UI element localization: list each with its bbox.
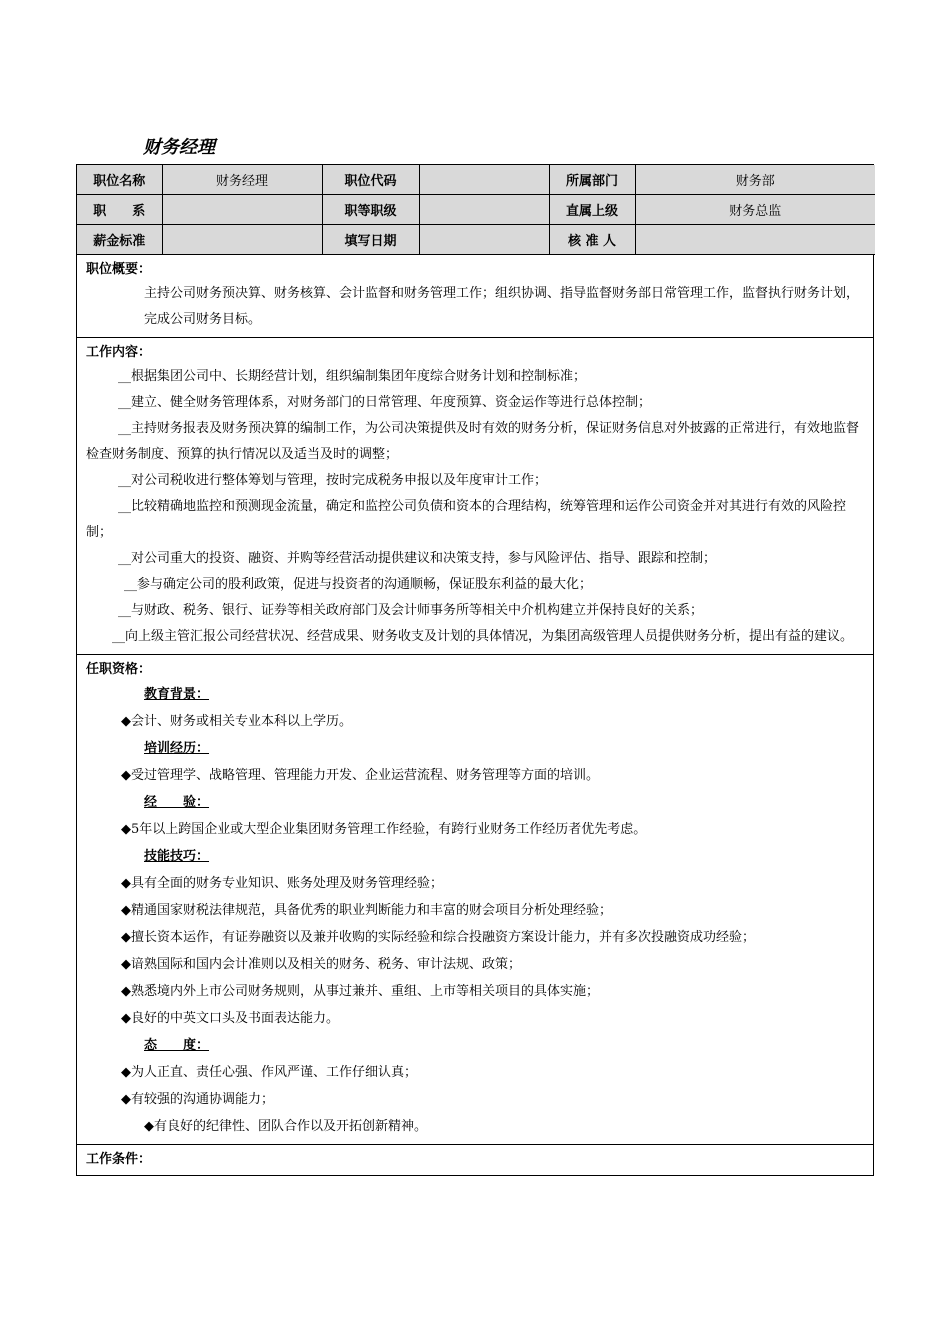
attitude-item: ◆有较强的沟通协调能力；: [121, 1092, 274, 1107]
value-job-family: [162, 195, 322, 225]
conditions-heading: 工作条件：: [86, 1152, 152, 1167]
label-salary: 薪金标准: [77, 225, 162, 255]
skill-item: ◆谙熟国际和国内会计准则以及相关的财务、税务、审计法规、政策；: [121, 957, 521, 972]
skills-subheading: 技能技巧：: [144, 849, 210, 864]
duty-item: __建立、健全财务管理体系，对财务部门的日常管理、年度预算、资金运作等进行总体控制；: [118, 395, 652, 410]
overview-heading: 职位概要：: [86, 262, 152, 277]
duty-item: __根据集团公司中、长期经营计划，组织编制集团年度综合财务计划和控制标准；: [118, 369, 587, 384]
overview-text: 主持公司财务预决算、财务核算、会计监督和财务管理工作；组织协调、指导监督财务部日常管理工作，监督执行财务计划，完成公司财务目标。: [144, 286, 860, 327]
label-position-code: 职位代码: [322, 165, 419, 195]
training-item: ◆受过管理学、战略管理、管理能力开发、企业运营流程、财务管理等方面的培训。: [121, 768, 599, 783]
attitude-item: ◆为人正直、责任心强、作风严谨、工作仔细认真；: [121, 1065, 417, 1080]
header-row-3: [77, 225, 875, 255]
skill-item: ◆良好的中英文口头及书面表达能力。: [121, 1011, 339, 1026]
skill-item: ◆擅长资本运作，有证券融资以及兼并收购的实际经验和综合投融资方案设计能力，并有多次投融资成功经验；: [121, 930, 755, 945]
duty-item: __参与确定公司的股利政策，促进与投资者的沟通顺畅，保证股东利益的最大化；: [124, 577, 593, 592]
attitude-item: ◆有良好的纪律性、团队合作以及开拓创新精神。: [144, 1119, 427, 1134]
skill-item: ◆熟悉境内外上市公司财务规则，从事过兼并、重组、上市等相关项目的具体实施；: [121, 984, 599, 999]
qualifications-heading: 任职资格：: [86, 662, 152, 677]
attitude-subheading: 态 度：: [144, 1038, 210, 1053]
header-table: [77, 165, 875, 255]
label-department: 所属部门: [549, 165, 635, 195]
qualifications-section: [77, 654, 873, 1144]
duty-item: __比较精确地监控和预测现金流量，确定和监控公司负债和资本的合理结构，统筹管理和运作公司资金并对其进行有效的风险控制；: [86, 499, 847, 540]
value-fill-date: [419, 225, 549, 255]
duty-item: __对公司税收进行整体筹划与管理，按时完成税务申报以及年度审计工作；: [118, 473, 548, 488]
education-item: ◆会计、财务或相关专业本科以上学历。: [121, 714, 352, 729]
header-row-1: [77, 165, 875, 195]
duty-item: __与财政、税务、银行、证券等相关政府部门及会计师事务所等相关中介机构建立并保持良好的关系；: [118, 603, 704, 618]
duties-section: [77, 337, 873, 654]
value-position-name: 财务经理: [162, 165, 322, 195]
value-department: 财务部: [635, 165, 875, 195]
education-subheading: 教育背景：: [144, 687, 210, 702]
label-grade: 职等职级: [322, 195, 419, 225]
overview-section: [77, 255, 873, 337]
value-salary: [162, 225, 322, 255]
document-title: 财务经理: [143, 137, 215, 158]
value-approver: [635, 225, 875, 255]
value-position-code: [419, 165, 549, 195]
value-supervisor: 财务总监: [635, 195, 875, 225]
experience-subheading: 经 验：: [144, 795, 210, 810]
conditions-section: [77, 1144, 873, 1175]
value-grade: [419, 195, 549, 225]
job-description-form: [76, 164, 874, 1176]
label-fill-date: 填写日期: [322, 225, 419, 255]
duty-item: __对公司重大的投资、融资、并购等经营活动提供建议和决策支持，参与风险评估、指导、跟踪和控制；: [118, 551, 717, 566]
header-row-2: [77, 195, 875, 225]
duty-item: __向上级主管汇报公司经营状况、经营成果、财务收支及计划的具体情况，为集团高级管理人员提供财务分析，提出有益的建议。: [112, 629, 854, 644]
duties-heading: 工作内容：: [86, 345, 152, 360]
skill-item: ◆精通国家财税法律规范，具备优秀的职业判断能力和丰富的财会项目分析处理经验；: [121, 903, 612, 918]
label-position-name: 职位名称: [77, 165, 162, 195]
experience-item: ◆5年以上跨国企业或大型企业集团财务管理工作经验，有跨行业财务工作经历者优先考虑。: [121, 822, 647, 837]
label-job-family: 职 系: [77, 195, 162, 225]
label-supervisor: 直属上级: [549, 195, 635, 225]
training-subheading: 培训经历：: [144, 741, 210, 756]
skill-item: ◆具有全面的财务专业知识、账务处理及财务管理经验；: [121, 876, 443, 891]
duty-item: __主持财务报表及财务预决算的编制工作，为公司决策提供及时有效的财务分析，保证财务信息对外披露的正常进行，有效地监督检查财务制度、预算的执行情况以及适当及时的调整；: [86, 421, 860, 462]
label-approver: 核 准 人: [549, 225, 635, 255]
